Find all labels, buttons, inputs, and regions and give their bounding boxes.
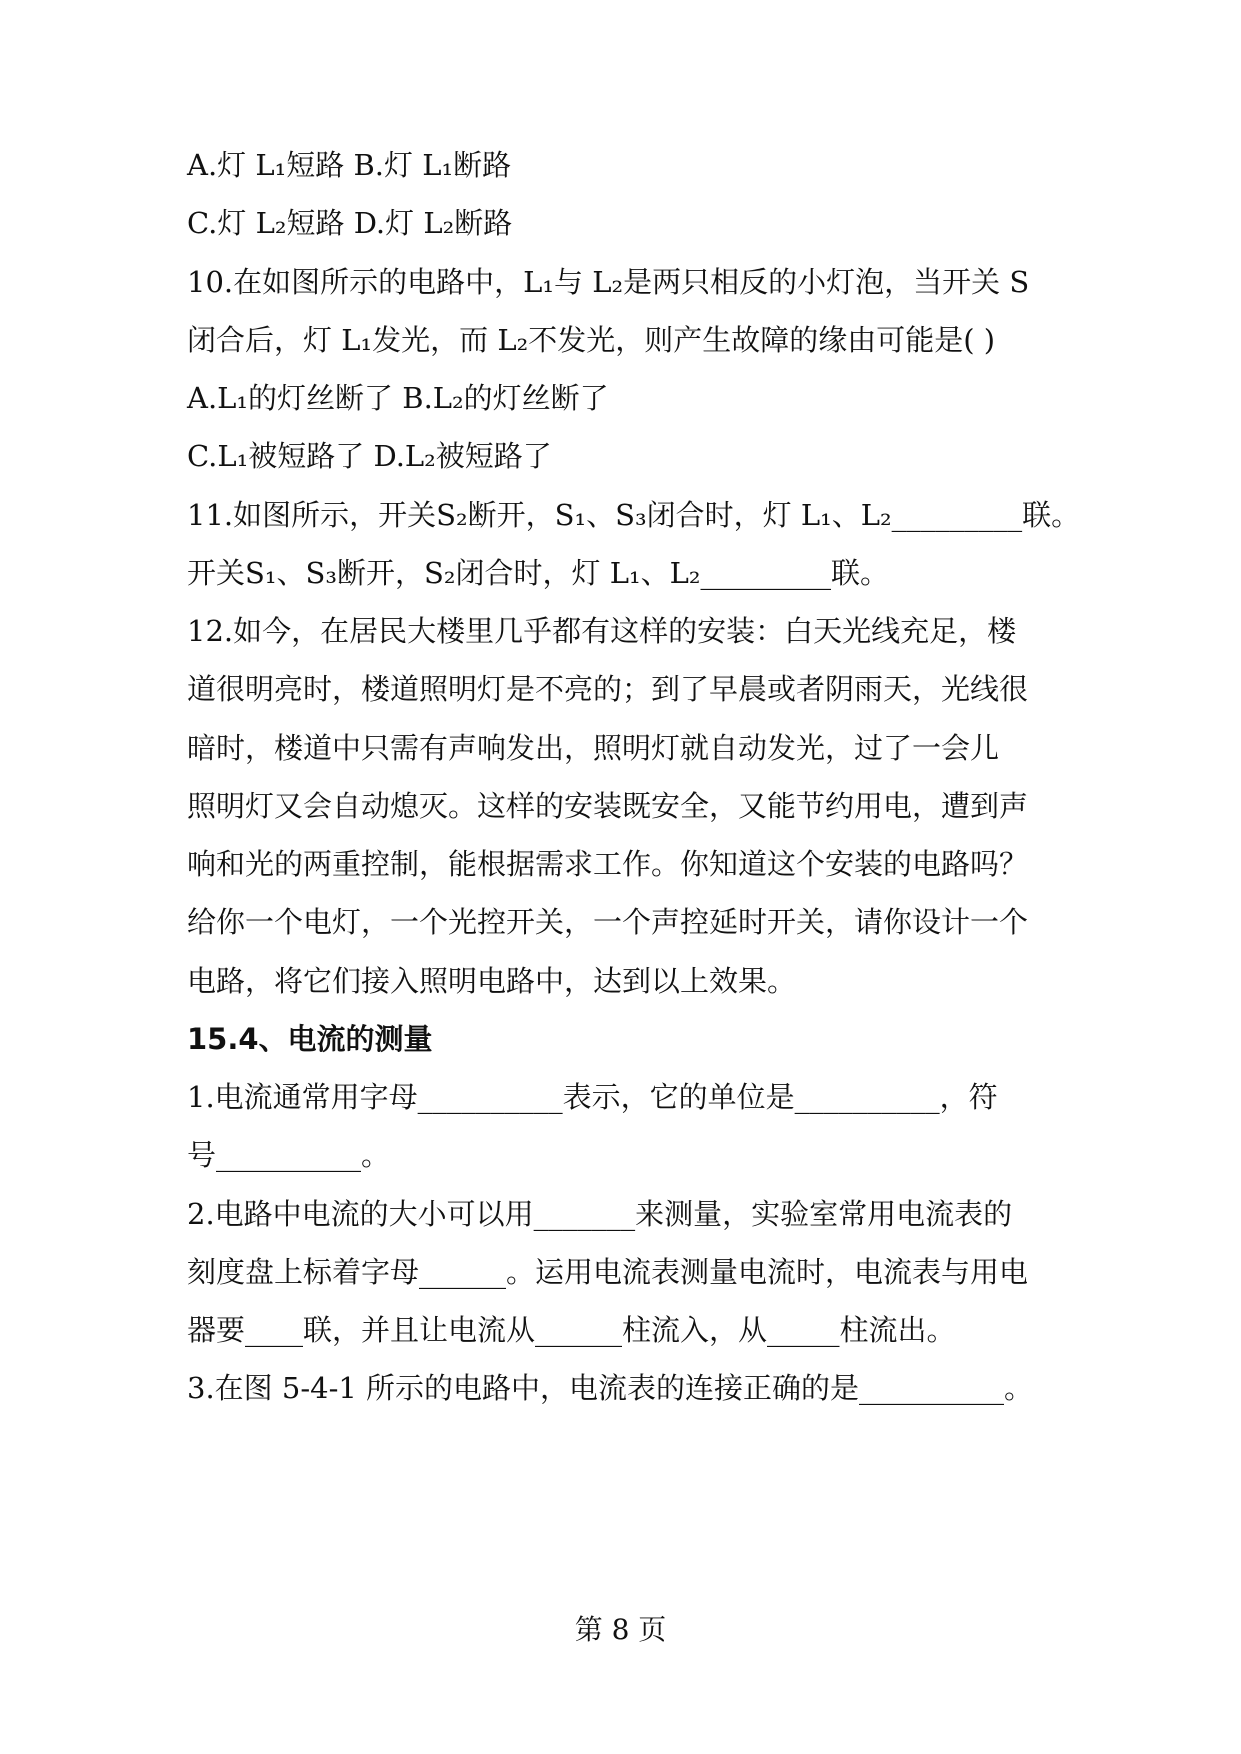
s1-q2-line2: 刻度盘上标着字母______。运用电流表测量电流时，电流表与用电	[187, 1255, 1029, 1289]
s1-q2-line1: 2.电路中电流的大小可以用_______来测量，实验室常用电流表的	[187, 1197, 1013, 1231]
q12-line6: 给你一个电灯，一个光控开关，一个声控延时开关，请你设计一个	[187, 905, 1029, 939]
s1-q3-line1: 3.在图 5-4-1 所示的电路中，电流表的连接正确的是__________。	[187, 1371, 1034, 1405]
q12-line5: 响和光的两重控制，能根据需求工作。你知道这个安装的电路吗？	[187, 847, 1029, 881]
q12-line3: 暗时，楼道中只需有声响发出，照明灯就自动发光，过了一会儿	[187, 731, 1000, 765]
q12-line2: 道很明亮时，楼道照明灯是不亮的；到了早晨或者阴雨天，光线很	[187, 672, 1029, 706]
q9-options-cd: C.灯 L₂短路 D.灯 L₂断路	[187, 206, 513, 240]
q11-line1: 11.如图所示，开关S₂断开，S₁、S₃闭合时，灯 L₁、L₂_________联。	[187, 498, 1081, 532]
q10-stem-line2: 闭合后，灯 L₁发光，而 L₂不发光，则产生故障的缘由可能是( )	[187, 323, 996, 357]
q10-options-ab: A.L₁的灯丝断了 B.L₂的灯丝断了	[187, 381, 609, 415]
page-number: 第 8 页	[574, 1613, 667, 1646]
q9-options-ab: A.灯 L₁短路 B.灯 L₁断路	[187, 148, 512, 182]
q11-line2: 开关S₁、S₃断开，S₂闭合时，灯 L₁、L₂_________联。	[187, 556, 889, 590]
s1-q2-line3: 器要____联，并且让电流从______柱流入，从_____柱流出。	[187, 1313, 956, 1347]
q10-stem-line1: 10.在如图所示的电路中，L₁与 L₂是两只相反的小灯泡，当开关 S	[187, 265, 1030, 299]
section-heading: 15.4、电流的测量	[187, 1022, 433, 1056]
s1-q1-line2: 号__________。	[187, 1138, 391, 1172]
q12-line7: 电路，将它们接入照明电路中，达到以上效果。	[187, 964, 797, 998]
q10-options-cd: C.L₁被短路了 D.L₂被短路了	[187, 439, 552, 473]
q12-line1: 12.如今，在居民大楼里几乎都有这样的安装：白天光线充足，楼	[187, 614, 1017, 648]
s1-q1-line1: 1.电流通常用字母__________表示，它的单位是__________，符	[187, 1080, 998, 1114]
q12-line4: 照明灯又会自动熄灭。这样的安装既安全，又能节约用电，遭到声	[187, 789, 1029, 823]
